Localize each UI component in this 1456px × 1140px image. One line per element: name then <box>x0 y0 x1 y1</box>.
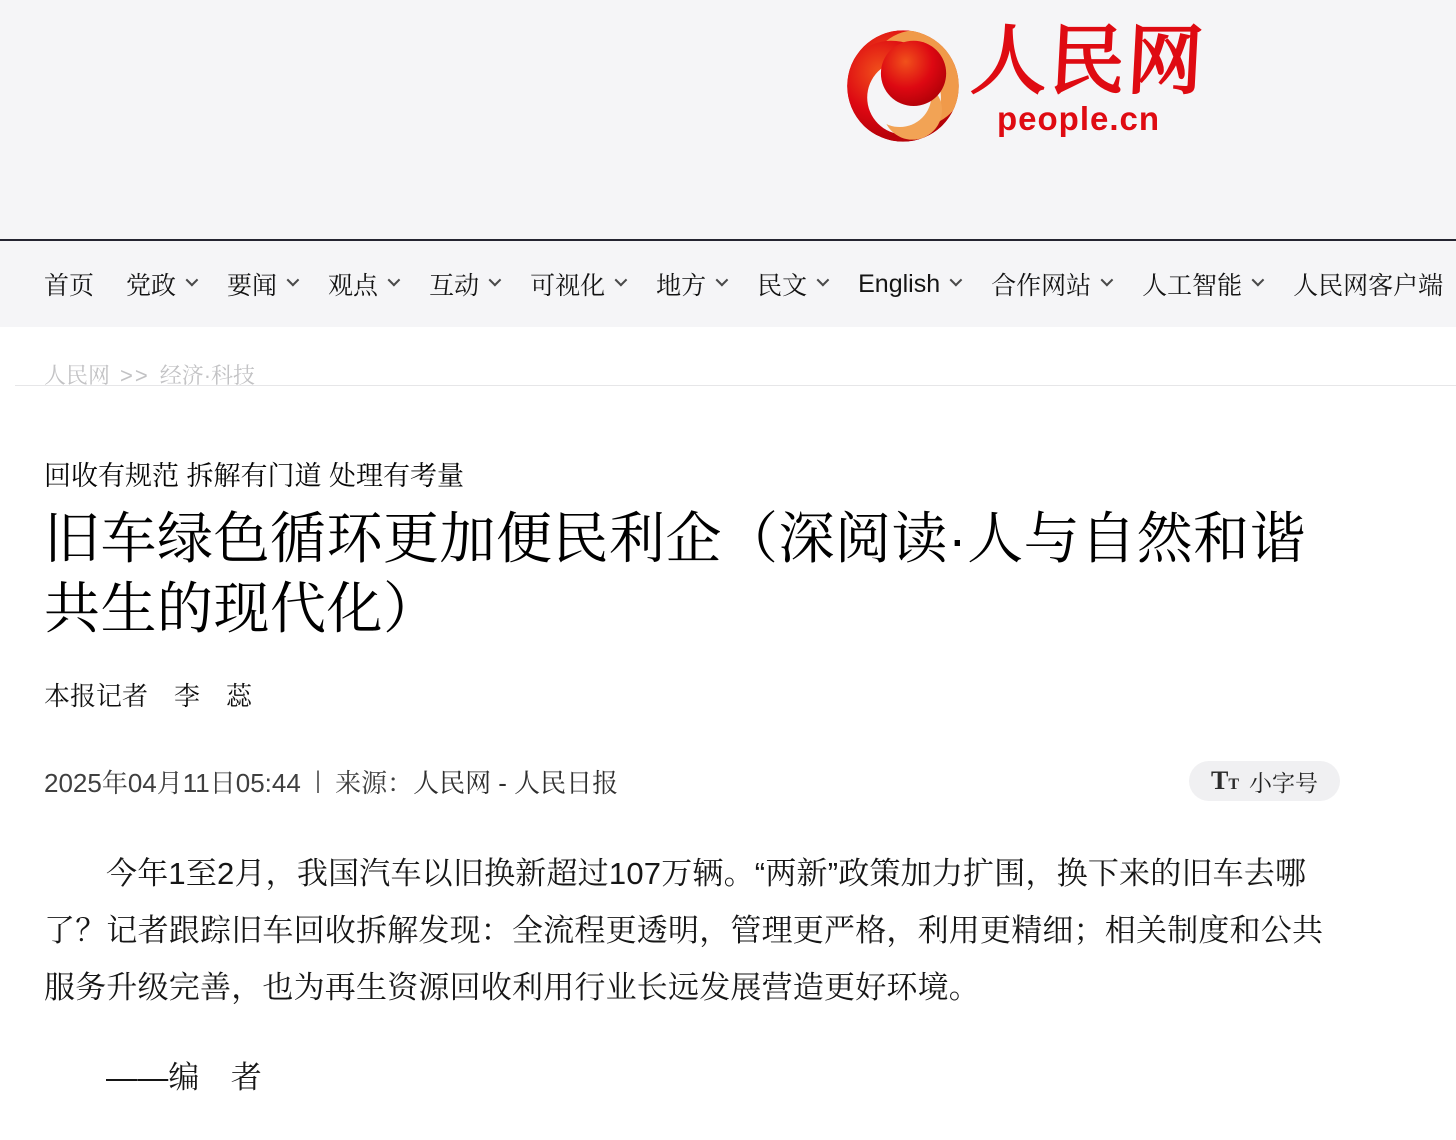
font-size-button[interactable] <box>1189 761 1340 801</box>
logo-wordmark-en: people.cn <box>997 100 1161 137</box>
chevron-down-icon <box>817 273 830 286</box>
chevron-down-icon <box>716 273 729 286</box>
nav-item-要闻[interactable] <box>227 266 296 302</box>
nav-item-地方[interactable] <box>656 266 725 302</box>
nav-item-English[interactable] <box>858 270 959 299</box>
nav-item-人民网客户端[interactable] <box>1293 266 1443 302</box>
chevron-down-icon <box>950 273 963 286</box>
nav-item-label: 互动 <box>429 272 480 300</box>
nav-item-互动[interactable] <box>429 266 498 302</box>
article-paragraph: ——编 者 <box>106 1060 262 1095</box>
nav-item-人工智能[interactable] <box>1142 266 1261 302</box>
nav-item-label: 人工智能 <box>1142 272 1243 300</box>
nav-item-民文[interactable] <box>757 266 826 302</box>
article-body <box>44 845 1340 1106</box>
nav-item-观点[interactable] <box>328 266 397 302</box>
chevron-down-icon <box>388 273 401 286</box>
people-cn-globe-icon <box>845 26 961 146</box>
site-header <box>0 0 1456 239</box>
chevron-down-icon <box>1252 273 1265 286</box>
chevron-down-icon <box>489 273 502 286</box>
nav-item-label: 合作网站 <box>991 272 1092 300</box>
nav-item-label: English <box>858 269 941 298</box>
nav-item-label: 党政 <box>126 272 177 300</box>
article-meta-row <box>44 761 1340 801</box>
article-byline: 本报记者 李 蕊 <box>44 681 253 711</box>
nav-item-label: 首页 <box>44 272 95 300</box>
source-link[interactable]: 人民网 - 人民日报 <box>413 767 619 798</box>
nav-item-label: 要闻 <box>227 272 278 300</box>
breadcrumb-separator: >> <box>120 363 150 388</box>
people-cn-logo[interactable] <box>845 18 1208 146</box>
font-size-icon: T T <box>1210 766 1239 795</box>
source-label: 来源： <box>335 767 414 798</box>
breadcrumb-section-link[interactable]: 经济·科技 <box>159 363 256 388</box>
logo-wordmark-cn: 人民网 <box>968 19 1208 104</box>
nav-item-label: 民文 <box>757 272 808 300</box>
chevron-down-icon <box>615 273 628 286</box>
nav-item-label: 地方 <box>656 272 707 300</box>
font-size-button-label: 小字号 <box>1249 769 1318 796</box>
article-paragraph: 今年1至2月，我国汽车以旧换新超过107万辆。“两新”政策加力扩围，换下来的旧车去哪了？记者跟踪旧车回收拆解发现：全流程更透明，管理更严格，利用更精细；相关制度和公共服务升级完善，也为再生资源回收利用行业长远发展营造更好环境。 <box>44 856 1324 1005</box>
nav-item-可视化[interactable] <box>530 266 624 302</box>
nav-item-label: 观点 <box>328 272 379 300</box>
chevron-down-icon <box>287 273 300 286</box>
nav-item-首页[interactable] <box>44 266 94 302</box>
main-nav <box>0 241 1456 327</box>
article-title: 旧车绿色循环更加便民利企（深阅读·人与自然和谐共生的现代化） <box>44 507 1307 640</box>
nav-item-合作网站[interactable] <box>991 266 1110 302</box>
nav-item-label: 人民网客户端 <box>1293 272 1444 300</box>
breadcrumb <box>0 327 1456 388</box>
publish-date: 2025年04月11日05:44 <box>44 767 301 798</box>
nav-item-label: 可视化 <box>530 272 606 300</box>
chevron-down-icon <box>186 273 199 286</box>
content-area <box>0 327 1456 1106</box>
breadcrumb-site-link[interactable]: 人民网 <box>44 363 111 388</box>
article-kicker: 回收有规范 拆解有门道 处理有考量 <box>44 461 465 491</box>
article <box>0 456 1340 1106</box>
chevron-down-icon <box>1101 273 1114 286</box>
meta-pipe: | <box>314 767 322 794</box>
nav-item-党政[interactable] <box>126 266 195 302</box>
